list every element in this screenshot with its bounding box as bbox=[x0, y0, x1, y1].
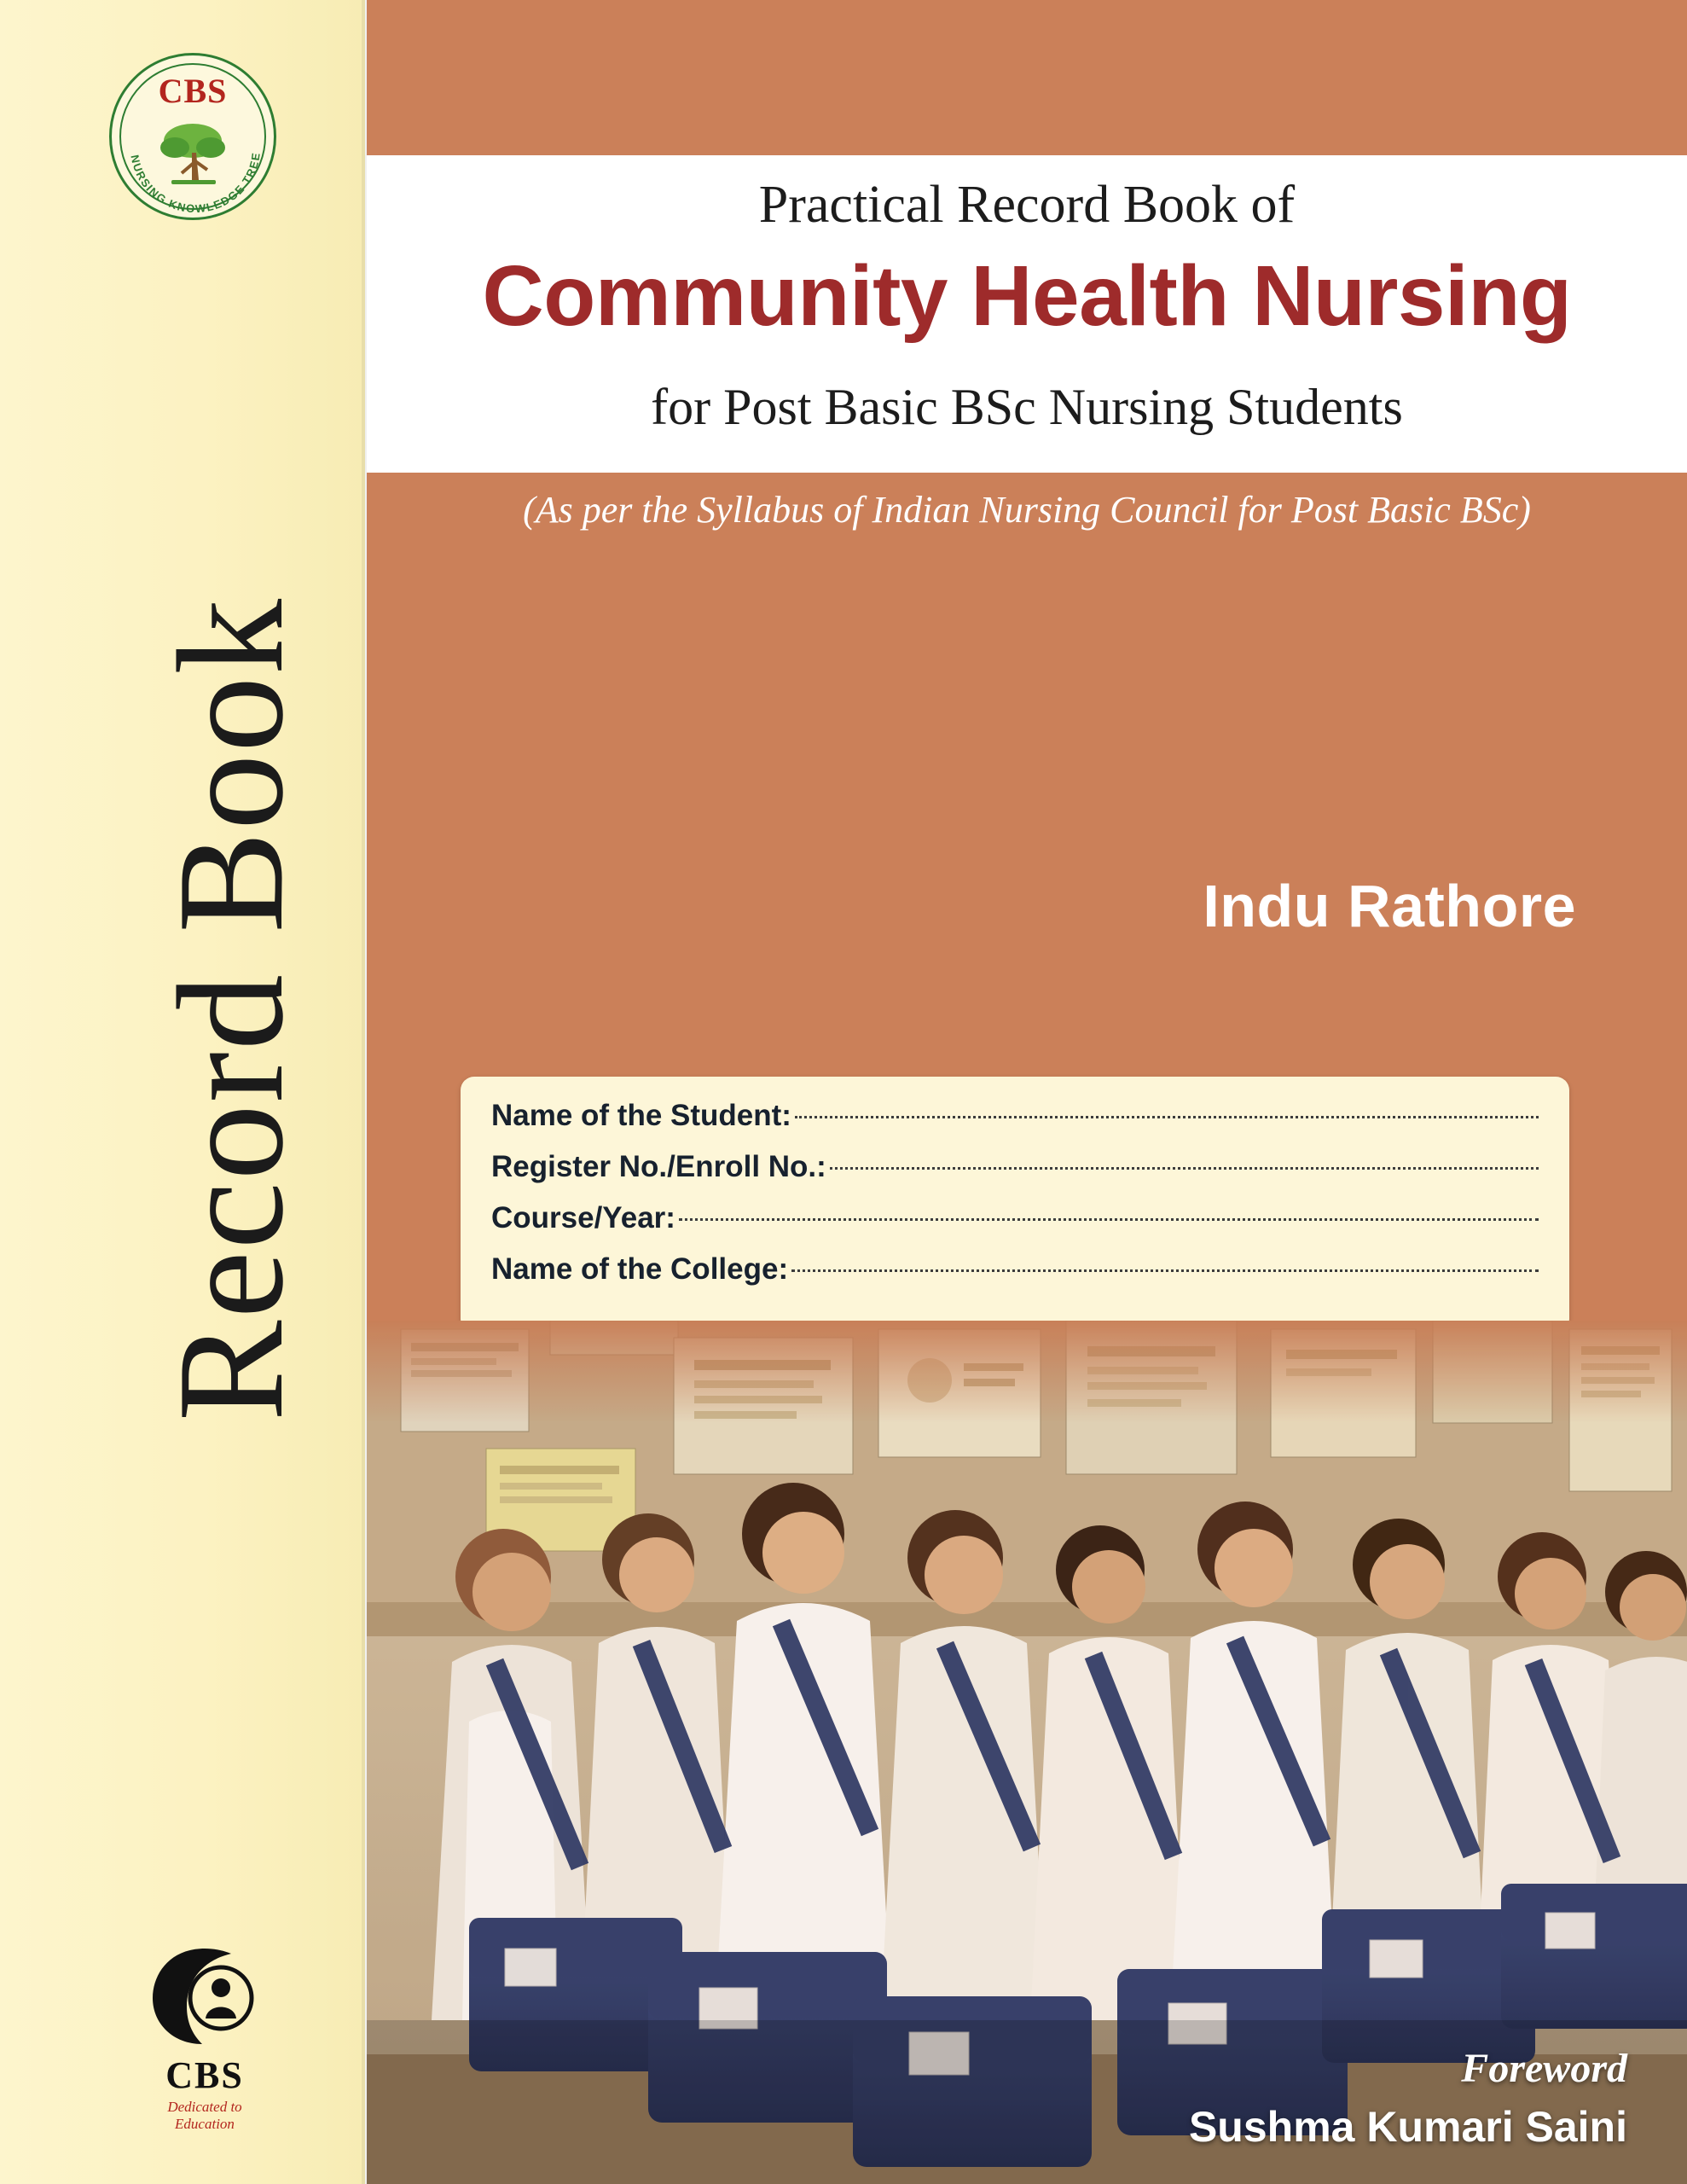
field-student-name[interactable] bbox=[795, 1116, 1539, 1118]
publisher-tagline: Dedicated to Education bbox=[167, 2099, 242, 2132]
publisher-name: CBS bbox=[165, 2054, 244, 2096]
cover-line1: Practical Record Book of bbox=[758, 176, 1296, 234]
detail-row-student-name bbox=[491, 1099, 1539, 1150]
foreword-author-name: Sushma Kumari Saini bbox=[1188, 2103, 1627, 2151]
foreword-label: Foreword bbox=[1461, 2046, 1627, 2091]
detail-row-register-no bbox=[491, 1150, 1539, 1201]
cover-line3: for Post Basic BSc Nursing Students bbox=[651, 379, 1403, 435]
nursing-knowledge-tree-logo bbox=[109, 53, 276, 220]
page-title: Community Health Nursing bbox=[482, 248, 1572, 344]
field-course-year[interactable] bbox=[679, 1218, 1539, 1221]
logo-arc-text bbox=[112, 55, 279, 223]
detail-row-course-year bbox=[491, 1201, 1539, 1252]
label-course-year: Course/Year: bbox=[491, 1201, 675, 1234]
top-color-band bbox=[367, 0, 1687, 155]
label-student-name: Name of the Student: bbox=[491, 1099, 791, 1132]
logo-brand-text: CBS bbox=[158, 72, 228, 110]
detail-row-college-name bbox=[491, 1252, 1539, 1304]
cover-subtitle: (As per the Syllabus of Indian Nursing Council for Post Basic BSc) bbox=[523, 489, 1531, 531]
label-college-name: Name of the College: bbox=[491, 1252, 789, 1286]
field-college-name[interactable] bbox=[791, 1269, 1539, 1272]
label-register-no: Register No./Enroll No.: bbox=[491, 1150, 826, 1183]
cbs-swirl-logo-icon bbox=[149, 1945, 260, 2048]
spine-vertical-title: Record Book bbox=[146, 596, 315, 1422]
author-name: Indu Rathore bbox=[1203, 873, 1576, 939]
svg-text:NURSING KNOWLEDGE TREE: NURSING KNOWLEDGE TREE bbox=[128, 150, 263, 216]
student-details-box bbox=[461, 1077, 1569, 1333]
field-register-no[interactable] bbox=[830, 1167, 1539, 1170]
publisher-logo-block bbox=[136, 1945, 273, 2133]
